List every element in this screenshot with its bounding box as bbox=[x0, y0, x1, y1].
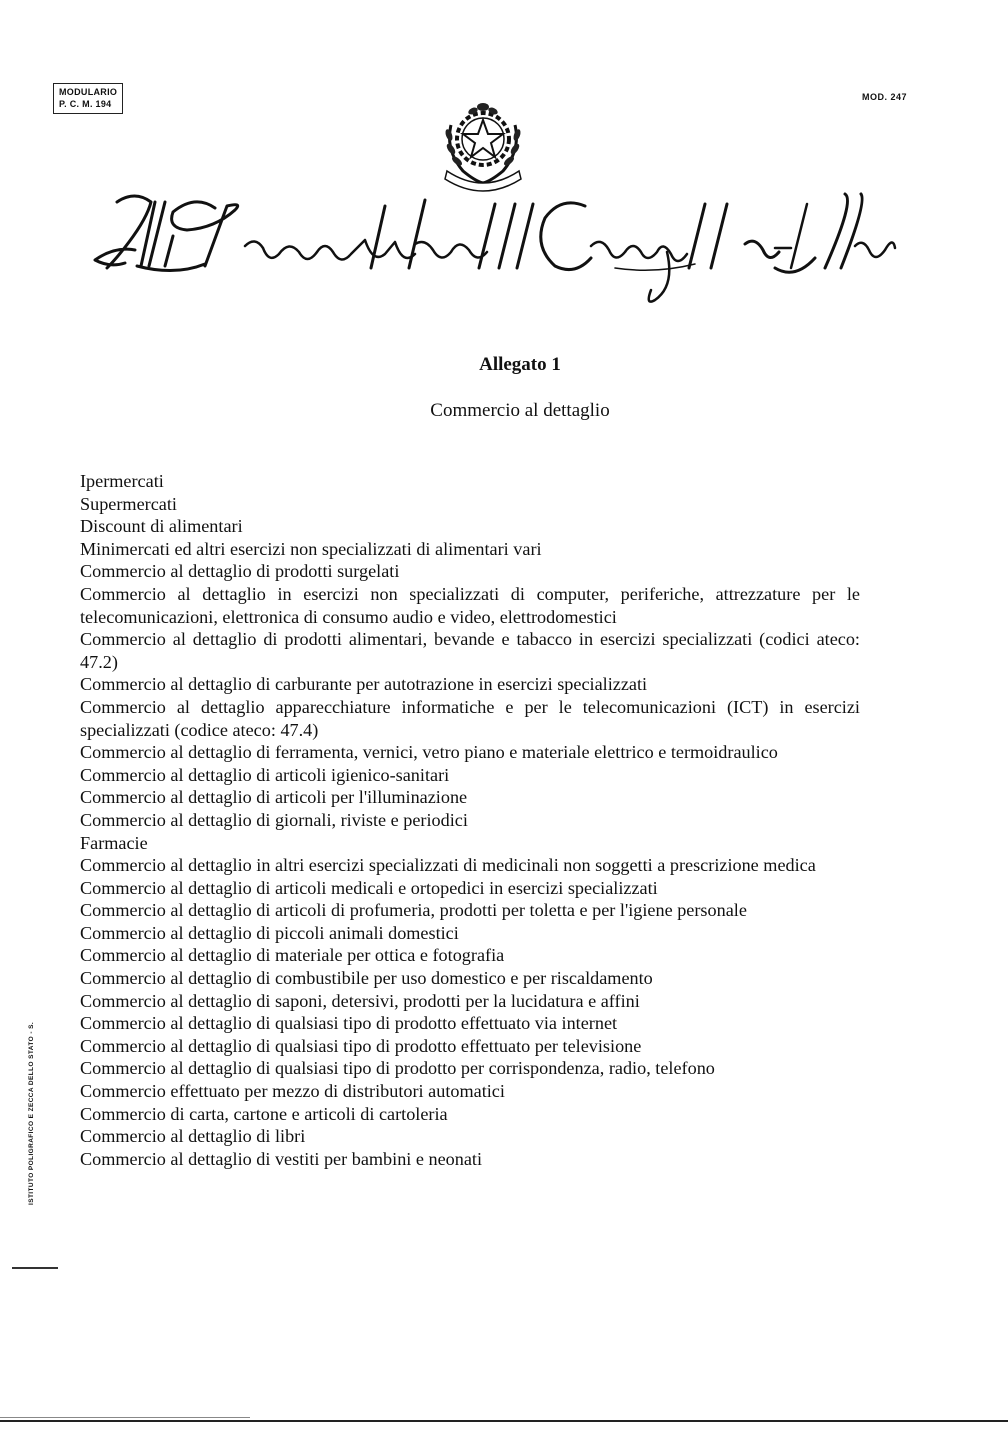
emblem-of-italy bbox=[437, 95, 529, 195]
list-item: Discount di alimentari bbox=[80, 516, 243, 537]
list-item: Commercio al dettaglio di piccoli animali domestici bbox=[80, 922, 459, 943]
list-item: Commercio di carta, cartone e articoli di cartoleria bbox=[80, 1103, 448, 1124]
script-heading bbox=[55, 188, 895, 308]
list-item: Ipermercati bbox=[80, 471, 164, 491]
list-item: Supermercati bbox=[80, 493, 177, 514]
list-item: Commercio al dettaglio di articoli per l'illuminazione bbox=[80, 787, 468, 808]
list-item: Commercio al dettaglio di articoli igienico-sanitari bbox=[80, 764, 450, 785]
list-item: Commercio al dettaglio di giornali, riviste e periodici bbox=[80, 809, 468, 830]
printer-imprint: ISTITUTO POLIGRAFICO E ZECCA DELLO STATO - S. bbox=[28, 1021, 35, 1205]
list-item: Commercio effettuato per mezzo di distributori automatici bbox=[80, 1081, 505, 1102]
modulario-label: MODULARIO bbox=[59, 87, 118, 97]
list-item: Commercio al dettaglio di articoli medicali e ortopedici in esercizi specializzati bbox=[80, 877, 658, 898]
list-item: Commercio al dettaglio di prodotti surgelati bbox=[80, 561, 400, 582]
list-item: Commercio al dettaglio in esercizi non specializzati di computer, periferiche, attrezzature per le telecomunicazioni, elettronica di consumo audio e video, elettrodomestici bbox=[80, 583, 860, 627]
list-item: Commercio al dettaglio di vestiti per bambini e neonati bbox=[80, 1148, 483, 1169]
list-item: Commercio al dettaglio di qualsiasi tipo di prodotto effettuato via internet bbox=[80, 1013, 618, 1034]
list-item: Commercio al dettaglio di qualsiasi tipo di prodotto per corrispondenza, radio, telefono bbox=[80, 1058, 715, 1079]
list-item: Commercio al dettaglio apparecchiature informatiche e per le telecomunicazioni (ICT) in esercizi specializzati (codice ateco: 47.4) bbox=[80, 696, 860, 740]
list-item: Commercio al dettaglio di libri bbox=[80, 1126, 306, 1147]
document-subtitle: Commercio al dettaglio bbox=[430, 400, 610, 421]
list-item: Commercio al dettaglio di prodotti alimentari, bevande e tabacco in esercizi specializzati (codici ateco: 47.2) bbox=[80, 629, 860, 672]
list-item: Commercio al dettaglio di articoli di profumeria, prodotti per toletta e per l'igiene personale bbox=[80, 900, 747, 921]
list-item: Commercio al dettaglio di carburante per autotrazione in esercizi specializzati bbox=[80, 674, 648, 695]
list-item: Commercio al dettaglio di saponi, detersivi, prodotti per la lucidatura e affini bbox=[80, 990, 640, 1011]
mod-code: MOD. 247 bbox=[862, 92, 908, 102]
list-item: Commercio al dettaglio in altri esercizi specializzati di medicinali non soggetti a prescrizione medica bbox=[80, 855, 816, 876]
list-item: Commercio al dettaglio di combustibile per uso domestico e per riscaldamento bbox=[80, 968, 653, 989]
list-item: Commercio al dettaglio di qualsiasi tipo di prodotto effettuato per televisione bbox=[80, 1035, 642, 1056]
modulario-code: P. C. M. 194 bbox=[59, 99, 112, 109]
margin-mark bbox=[12, 1267, 58, 1269]
document-title: Allegato 1 bbox=[479, 354, 561, 375]
list-item: Farmacie bbox=[80, 832, 148, 853]
bottom-rule-thin bbox=[0, 1417, 250, 1418]
list-item: Commercio al dettaglio di materiale per ottica e fotografia bbox=[80, 945, 505, 966]
modulario-box bbox=[53, 83, 123, 114]
list-item: Minimercati ed altri esercizi non specializzati di alimentari vari bbox=[80, 538, 542, 559]
bottom-rule bbox=[0, 1420, 1008, 1422]
activity-list bbox=[80, 470, 860, 1170]
list-item: Commercio al dettaglio di ferramenta, vernici, vetro piano e materiale elettrico e termoidraulico bbox=[80, 742, 778, 763]
